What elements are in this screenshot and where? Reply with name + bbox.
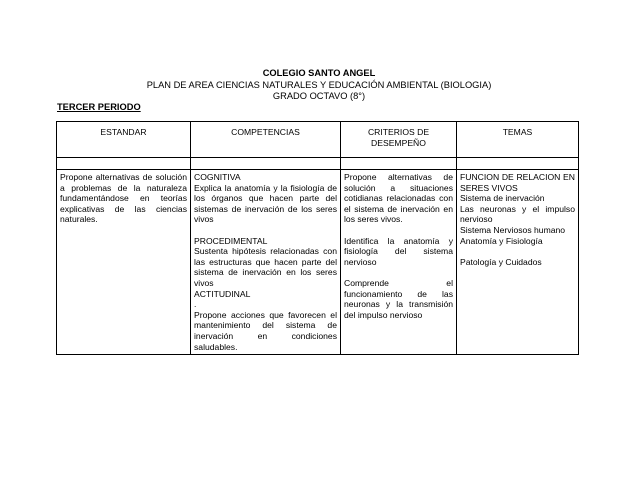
period-heading: TERCER PERIODO [57, 102, 141, 112]
table-header-row [57, 122, 579, 158]
school-name: COLEGIO SANTO ANGEL [262, 68, 376, 78]
tema-item: Anatomía y Fisiología [460, 235, 543, 246]
criterio-item: Comprende el funcionamiento de las neuronas y la transmisión del impulso nervioso [344, 277, 453, 320]
criterios-cell [341, 170, 457, 355]
competencias-cell [191, 170, 341, 355]
criterio-item: Propone alternativas de solución a situaciones cotidianas relacionadas con el sistema de inervación en los seres vivos. [344, 172, 453, 225]
tema-item: Sistema Nerviosos humano [460, 224, 566, 235]
tema-item: Las neuronas y el impulso nervioso [460, 203, 575, 225]
grade-label: GRADO OCTAVO (8°) [272, 91, 366, 101]
actitudinal-dot: . [194, 299, 197, 310]
tema-extra: Patología y Cuidados [460, 256, 542, 267]
header-estandar: ESTANDAR [57, 122, 191, 158]
estandar-cell [57, 170, 191, 355]
header-temas: TEMAS [457, 122, 579, 158]
table-row [57, 170, 579, 355]
criterio-item: Identifica la anatomía y fisiología del sistema nervioso [344, 235, 453, 267]
cognitiva-text: Explica la anatomía y la fisiología de los órganos que hacen parte del sistemas de inervación de los seres vivos [194, 182, 337, 225]
cognitiva-title: COGNITIVA [194, 172, 241, 182]
actitudinal-text: Propone acciones que favorecen el mantenimiento del sistema de inervación en condiciones saludables. [194, 309, 337, 352]
actitudinal-title: ACTITUDINAL [194, 288, 251, 299]
header-criterios: CRITERIOS DE DESEMPEÑO [341, 122, 457, 158]
plan-title: PLAN DE AREA CIENCIAS NATURALES Y EDUCACIÓN AMBIENTAL (BIOLOGIA) [146, 80, 492, 90]
temas-cell [457, 170, 579, 355]
tema-item: Sistema de inervación [460, 193, 545, 204]
procedimental-title: PROCEDIMENTAL [194, 235, 268, 246]
spacer-row [57, 158, 579, 170]
plan-table [56, 121, 579, 355]
temas-main: FUNCION DE RELACION EN SERES VIVOS [460, 172, 575, 193]
estandar-text: Propone alternativas de solución a problemas de la naturaleza fundamentándose en teorías explicativas de las ciencias naturales. [60, 172, 187, 225]
header-competencias: COMPETENCIAS [191, 122, 341, 158]
procedimental-text: Sustenta hipótesis relacionadas con las estructuras que hacen parte del sistema de inervación en los seres vivos [194, 246, 337, 288]
